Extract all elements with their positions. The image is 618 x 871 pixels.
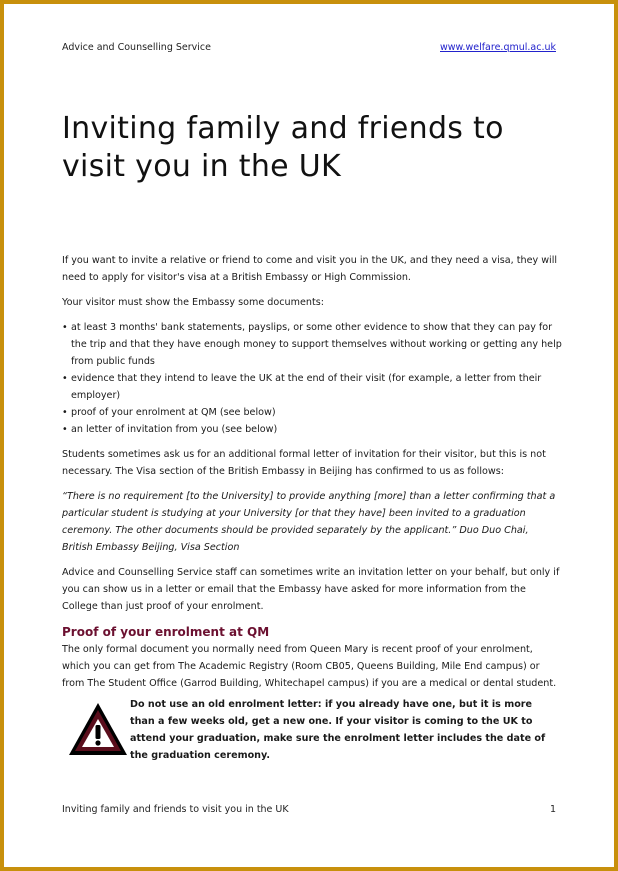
page-title: Inviting family and friends to visit you in the UK xyxy=(62,111,504,184)
list-item: • proof of your enrolment at QM (see below) xyxy=(62,404,562,421)
list-item: • at least 3 months' bank statements, payslips, or some other evidence to show that they can pay for the trip and that they have enough money to support themselves without working or getting any help from public funds xyxy=(62,319,562,370)
section-heading: Proof of your enrolment at QM xyxy=(62,625,270,639)
embassy-quote: “There is no requirement [to the University] to provide anything [more] than a letter confirming that a particular student is studying at your University [or that they have] been invited to a graduation ceremony. The other documents should be provided separately by the applicant.” Duo Duo Chai, British Embassy Beijing, Visa Section xyxy=(62,491,556,553)
documents-intro: Your visitor must show the Embassy some documents: xyxy=(62,297,324,308)
list-item: • evidence that they intend to leave the UK at the end of their visit (for example, a letter from their employer) xyxy=(62,370,562,404)
warning-text: Do not use an old enrolment letter: if you already have one, but it is more than a few weeks old, get a new one. If your visitor is coming to the UK to attend your graduation, make sure the enrolment letter includes the date of the graduation ceremony. xyxy=(130,699,546,761)
invitation-paragraph: Students sometimes ask us for an additional formal letter of invitation for their visitor, but this is not necessary. The Visa section of the British Embassy in Beijing has confirmed to us as follows: xyxy=(62,449,546,477)
documents-list xyxy=(62,319,562,438)
header-website-link[interactable]: www.welfare.qmul.ac.uk xyxy=(440,42,556,53)
list-item: • an letter of invitation from you (see below) xyxy=(62,421,562,438)
footer-title: Inviting family and friends to visit you in the UK xyxy=(62,804,289,815)
document-page xyxy=(4,4,614,867)
staff-letter-paragraph: Advice and Counselling Service staff can sometimes write an invitation letter on your behalf, but only if you can show us in a letter or email that the Embassy have asked for more information from the College than just proof of your enrolment. xyxy=(62,567,560,612)
document-body xyxy=(62,252,562,766)
warning-box xyxy=(62,696,562,766)
header-service-name: Advice and Counselling Service xyxy=(62,42,211,53)
warning-triangle-icon xyxy=(68,702,128,756)
enrolment-paragraph: The only formal document you normally need from Queen Mary is recent proof of your enrolment, which you can get from The Academic Registry (Room CB05, Queens Building, Mile End campus) or from The Student Office (Garrod Building, Whitechapel campus) if you are a medical or dental student. xyxy=(62,644,557,689)
intro-paragraph: If you want to invite a relative or friend to come and visit you in the UK, and they need a visa, they will need to apply for visitor's visa at a British Embassy or High Commission. xyxy=(62,255,558,283)
page-number: 1 xyxy=(549,804,556,815)
